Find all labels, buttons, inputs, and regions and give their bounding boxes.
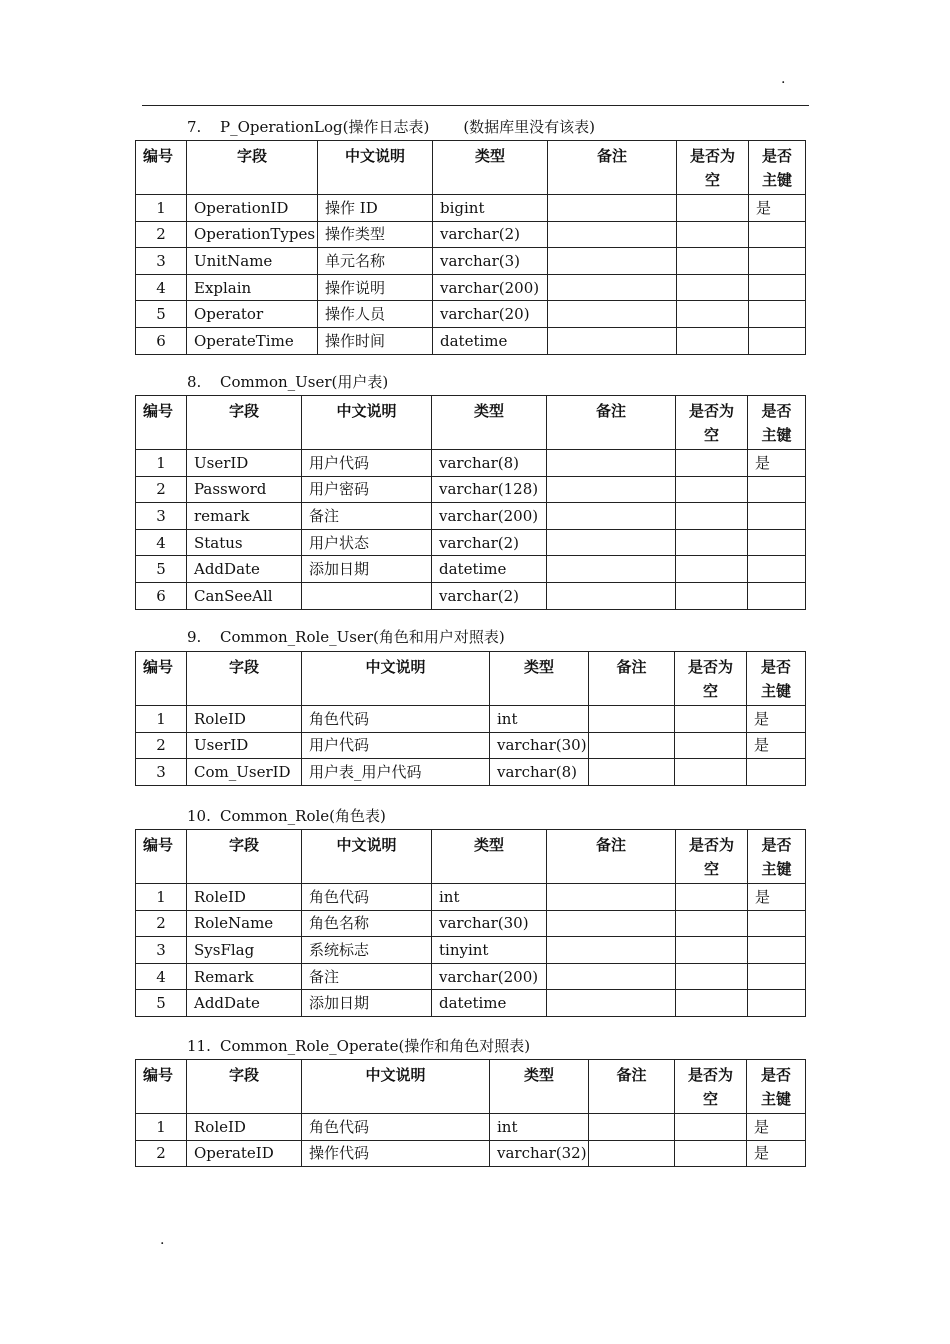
section-number: 9.	[187, 628, 202, 646]
cell-remark	[547, 529, 676, 556]
table-row	[136, 195, 806, 222]
cell-pk	[748, 529, 806, 556]
cell-pk	[748, 556, 806, 583]
cell-cn: 角色代码	[302, 706, 490, 733]
header-cell-field: 字段	[187, 652, 302, 706]
cell-remark	[589, 732, 675, 759]
cell-type: datetime	[432, 556, 547, 583]
table-row	[136, 582, 806, 609]
table-row	[136, 476, 806, 503]
cell-field: remark	[187, 503, 302, 530]
table-row	[136, 221, 806, 248]
cell-field: AddDate	[187, 990, 302, 1017]
table-row	[136, 884, 806, 911]
header-cell-cn: 中文说明	[302, 1060, 490, 1114]
cell-cn: 用户代码	[302, 732, 490, 759]
cell-remark	[547, 450, 676, 477]
cell-type: int	[432, 884, 547, 911]
cell-field: OperationID	[187, 195, 318, 222]
cell-remark	[589, 706, 675, 733]
table-row	[136, 990, 806, 1017]
header-cell-field: 字段	[187, 830, 302, 884]
section-number: 11.	[187, 1037, 211, 1055]
cell-no: 1	[136, 706, 187, 733]
cell-pk	[748, 937, 806, 964]
cell-no: 3	[136, 937, 187, 964]
cell-type: datetime	[433, 327, 548, 354]
cell-nullable	[676, 884, 748, 911]
cell-nullable	[675, 759, 747, 786]
cell-remark	[589, 759, 675, 786]
cell-field: RoleID	[187, 706, 302, 733]
header-cell-pk: 是否主键	[747, 1060, 806, 1114]
cell-field: Explain	[187, 274, 318, 301]
header-cell-no: 编号	[136, 396, 187, 450]
header-cell-cn: 中文说明	[302, 396, 432, 450]
cell-field: UnitName	[187, 248, 318, 275]
cell-cn: 用户表_用户代码	[302, 759, 490, 786]
cell-pk	[748, 990, 806, 1017]
cell-type: varchar(128)	[432, 476, 547, 503]
cell-cn: 角色代码	[302, 1114, 490, 1141]
cell-field: OperateTime	[187, 327, 318, 354]
header-cell-no: 编号	[136, 1060, 187, 1114]
cell-pk: 是	[748, 884, 806, 911]
cell-no: 1	[136, 450, 187, 477]
cell-cn: 角色名称	[302, 910, 432, 937]
cell-pk	[748, 582, 806, 609]
cell-type: varchar(3)	[433, 248, 548, 275]
cell-pk	[749, 327, 806, 354]
cell-no: 5	[136, 990, 187, 1017]
header-cell-type: 类型	[433, 141, 548, 195]
cell-type: varchar(30)	[432, 910, 547, 937]
cell-remark	[589, 1114, 675, 1141]
cell-remark	[548, 195, 677, 222]
table-header-row	[136, 652, 806, 706]
cell-cn: 用户状态	[302, 529, 432, 556]
header-cell-field: 字段	[187, 396, 302, 450]
header-cell-cn: 中文说明	[318, 141, 433, 195]
header-cell-pk: 是否主键	[748, 396, 806, 450]
header-cell-nullable: 是否为空	[677, 141, 749, 195]
header-cell-cn: 中文说明	[302, 652, 490, 706]
cell-pk	[749, 221, 806, 248]
section-title-text: Common_Role_Operate(操作和角色对照表)	[220, 1037, 531, 1055]
cell-type: varchar(2)	[432, 582, 547, 609]
cell-remark	[547, 556, 676, 583]
cell-remark	[547, 476, 676, 503]
cell-no: 2	[136, 221, 187, 248]
field-table	[135, 829, 806, 1017]
cell-no: 4	[136, 529, 187, 556]
table-row	[136, 732, 806, 759]
cell-type: varchar(32)	[490, 1140, 589, 1167]
header-cell-remark: 备注	[547, 396, 676, 450]
cell-nullable	[676, 937, 748, 964]
section-title-text: Common_User(用户表)	[220, 373, 389, 391]
cell-cn	[302, 582, 432, 609]
cell-nullable	[677, 301, 749, 328]
cell-cn: 添加日期	[302, 556, 432, 583]
table-row	[136, 759, 806, 786]
cell-pk: 是	[747, 706, 806, 733]
cell-field: Remark	[187, 963, 302, 990]
table-row	[136, 248, 806, 275]
table-header-row	[136, 1060, 806, 1114]
cell-type: varchar(8)	[432, 450, 547, 477]
cell-field: UserID	[187, 732, 302, 759]
cell-nullable	[677, 248, 749, 275]
table-row	[136, 327, 806, 354]
section-title	[187, 373, 388, 391]
cell-field: RoleName	[187, 910, 302, 937]
header-cell-pk: 是否主键	[749, 141, 806, 195]
header-cell-field: 字段	[187, 1060, 302, 1114]
header-cell-no: 编号	[136, 830, 187, 884]
section-title-text: Common_Role_User(角色和用户对照表)	[220, 628, 505, 646]
cell-nullable	[676, 582, 748, 609]
cell-nullable	[677, 274, 749, 301]
cell-pk: 是	[748, 450, 806, 477]
cell-type: varchar(20)	[433, 301, 548, 328]
cell-type: varchar(200)	[432, 963, 547, 990]
section-note: (数据库里没有该表)	[463, 118, 596, 136]
header-cell-remark: 备注	[589, 652, 675, 706]
cell-field: Status	[187, 529, 302, 556]
header-cell-type: 类型	[432, 830, 547, 884]
cell-nullable	[675, 732, 747, 759]
cell-field: AddDate	[187, 556, 302, 583]
page-footer-dot: .	[160, 1232, 165, 1248]
cell-pk: 是	[747, 1140, 806, 1167]
cell-no: 2	[136, 910, 187, 937]
cell-remark	[547, 963, 676, 990]
table-row	[136, 529, 806, 556]
header-cell-remark: 备注	[548, 141, 677, 195]
cell-type: varchar(2)	[432, 529, 547, 556]
cell-cn: 操作说明	[318, 274, 433, 301]
table-header-row	[136, 396, 806, 450]
cell-type: varchar(2)	[433, 221, 548, 248]
cell-no: 4	[136, 274, 187, 301]
header-cell-pk: 是否主键	[748, 830, 806, 884]
header-cell-nullable: 是否为空	[675, 652, 747, 706]
cell-remark	[548, 248, 677, 275]
cell-cn: 备注	[302, 963, 432, 990]
cell-type: tinyint	[432, 937, 547, 964]
cell-nullable	[676, 910, 748, 937]
table-row	[136, 1114, 806, 1141]
cell-field: UserID	[187, 450, 302, 477]
table-header-row	[136, 141, 806, 195]
cell-pk	[749, 301, 806, 328]
cell-pk	[747, 759, 806, 786]
cell-field: OperateID	[187, 1140, 302, 1167]
cell-no: 1	[136, 884, 187, 911]
section-title-text: Common_Role(角色表)	[220, 807, 386, 825]
cell-nullable	[676, 990, 748, 1017]
cell-cn: 操作类型	[318, 221, 433, 248]
cell-cn: 操作时间	[318, 327, 433, 354]
cell-no: 1	[136, 1114, 187, 1141]
table-row	[136, 910, 806, 937]
cell-type: datetime	[432, 990, 547, 1017]
cell-nullable	[676, 529, 748, 556]
cell-field: RoleID	[187, 884, 302, 911]
cell-pk: 是	[747, 1114, 806, 1141]
cell-no: 2	[136, 476, 187, 503]
header-cell-type: 类型	[490, 652, 589, 706]
cell-pk: 是	[749, 195, 806, 222]
cell-type: varchar(30)	[490, 732, 589, 759]
cell-pk	[749, 274, 806, 301]
table-row	[136, 937, 806, 964]
cell-no: 4	[136, 963, 187, 990]
cell-nullable	[677, 195, 749, 222]
header-cell-pk: 是否主键	[747, 652, 806, 706]
cell-cn: 用户密码	[302, 476, 432, 503]
cell-nullable	[677, 221, 749, 248]
table-row	[136, 450, 806, 477]
cell-cn: 备注	[302, 503, 432, 530]
cell-cn: 添加日期	[302, 990, 432, 1017]
table-row	[136, 963, 806, 990]
cell-no: 2	[136, 732, 187, 759]
cell-nullable	[675, 706, 747, 733]
cell-remark	[547, 503, 676, 530]
section-number: 10.	[187, 807, 211, 825]
table-row	[136, 706, 806, 733]
cell-type: bigint	[433, 195, 548, 222]
cell-field: RoleID	[187, 1114, 302, 1141]
section-title	[187, 118, 595, 136]
cell-cn: 角色代码	[302, 884, 432, 911]
cell-type: int	[490, 1114, 589, 1141]
cell-type: int	[490, 706, 589, 733]
table-row	[136, 301, 806, 328]
cell-remark	[548, 327, 677, 354]
cell-pk	[748, 910, 806, 937]
cell-pk: 是	[747, 732, 806, 759]
cell-cn: 单元名称	[318, 248, 433, 275]
cell-no: 1	[136, 195, 187, 222]
cell-pk	[749, 248, 806, 275]
header-cell-nullable: 是否为空	[676, 830, 748, 884]
cell-type: varchar(200)	[432, 503, 547, 530]
cell-nullable	[677, 327, 749, 354]
table-row	[136, 556, 806, 583]
header-cell-remark: 备注	[589, 1060, 675, 1114]
cell-field: SysFlag	[187, 937, 302, 964]
cell-nullable	[676, 556, 748, 583]
section-number: 8.	[187, 373, 202, 391]
cell-nullable	[676, 450, 748, 477]
cell-field: OperationTypes	[187, 221, 318, 248]
cell-no: 5	[136, 301, 187, 328]
cell-nullable	[675, 1140, 747, 1167]
table-row	[136, 503, 806, 530]
cell-nullable	[676, 503, 748, 530]
cell-no: 3	[136, 759, 187, 786]
cell-nullable	[676, 963, 748, 990]
section-title	[187, 1037, 530, 1055]
cell-pk	[748, 963, 806, 990]
cell-field: Operator	[187, 301, 318, 328]
table-row	[136, 1140, 806, 1167]
cell-no: 3	[136, 503, 187, 530]
header-cell-type: 类型	[432, 396, 547, 450]
cell-remark	[547, 884, 676, 911]
cell-cn: 操作 ID	[318, 195, 433, 222]
header-cell-field: 字段	[187, 141, 318, 195]
field-table	[135, 651, 806, 786]
page-corner-dot: .	[781, 71, 786, 87]
header-rule	[142, 105, 809, 106]
cell-pk	[748, 476, 806, 503]
section-number: 7.	[187, 118, 202, 136]
header-cell-cn: 中文说明	[302, 830, 432, 884]
field-table	[135, 395, 806, 610]
cell-remark	[589, 1140, 675, 1167]
cell-cn: 用户代码	[302, 450, 432, 477]
cell-field: Password	[187, 476, 302, 503]
table-header-row	[136, 830, 806, 884]
section-title	[187, 807, 386, 825]
cell-no: 6	[136, 582, 187, 609]
cell-field: Com_UserID	[187, 759, 302, 786]
cell-remark	[547, 582, 676, 609]
cell-remark	[548, 301, 677, 328]
cell-no: 6	[136, 327, 187, 354]
header-cell-type: 类型	[490, 1060, 589, 1114]
cell-nullable	[676, 476, 748, 503]
header-cell-remark: 备注	[547, 830, 676, 884]
cell-remark	[547, 990, 676, 1017]
cell-field: CanSeeAll	[187, 582, 302, 609]
cell-type: varchar(8)	[490, 759, 589, 786]
table-row	[136, 274, 806, 301]
cell-type: varchar(200)	[433, 274, 548, 301]
header-cell-no: 编号	[136, 141, 187, 195]
cell-nullable	[675, 1114, 747, 1141]
cell-remark	[547, 937, 676, 964]
cell-no: 3	[136, 248, 187, 275]
cell-remark	[548, 274, 677, 301]
header-cell-nullable: 是否为空	[676, 396, 748, 450]
cell-remark	[548, 221, 677, 248]
cell-cn: 系统标志	[302, 937, 432, 964]
cell-cn: 操作人员	[318, 301, 433, 328]
cell-cn: 操作代码	[302, 1140, 490, 1167]
section-title-text: P_OperationLog(操作日志表)	[220, 118, 430, 136]
header-cell-nullable: 是否为空	[675, 1060, 747, 1114]
cell-remark	[547, 910, 676, 937]
field-table	[135, 1059, 806, 1167]
cell-no: 2	[136, 1140, 187, 1167]
field-table	[135, 140, 806, 355]
header-cell-no: 编号	[136, 652, 187, 706]
section-title	[187, 628, 505, 646]
cell-no: 5	[136, 556, 187, 583]
cell-pk	[748, 503, 806, 530]
